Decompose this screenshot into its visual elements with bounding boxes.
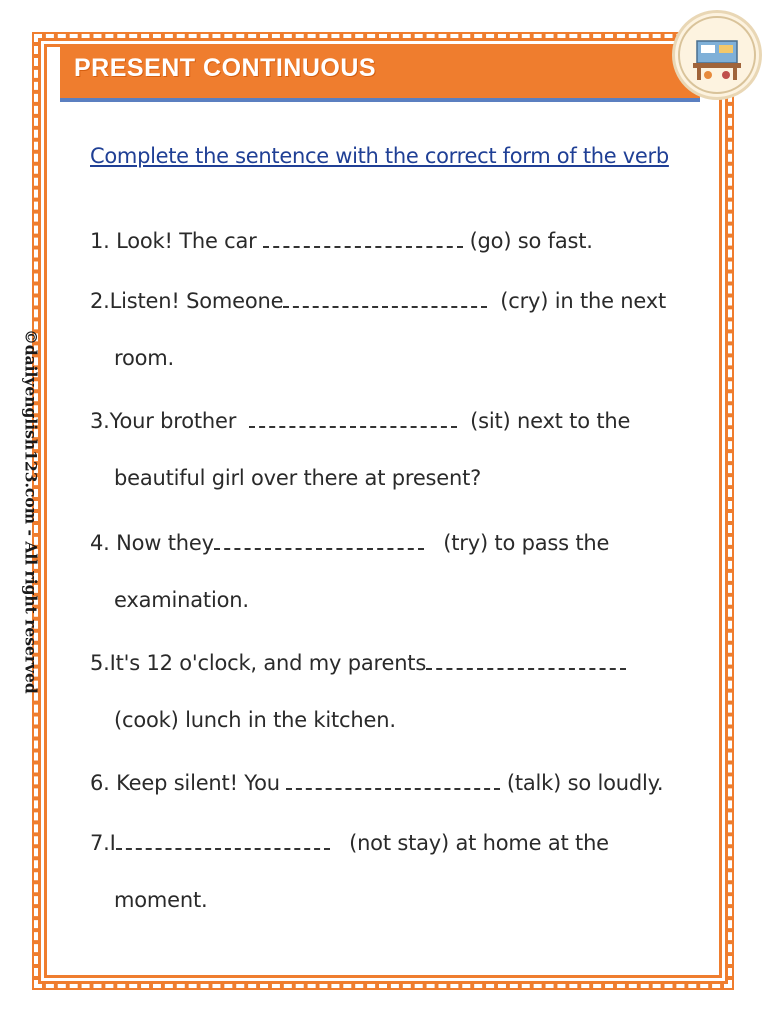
question-text-before: It's 12 o'clock, and my parents [109, 651, 427, 675]
question-text-before: Now they [116, 531, 214, 555]
question-text-after: (not stay) at home at the [349, 831, 609, 855]
question-4 [90, 528, 609, 555]
question-text-after: (try) to pass the [443, 531, 610, 555]
question-number: 2. [90, 289, 110, 313]
question-number: 7. [90, 831, 110, 855]
title-banner [60, 44, 700, 102]
question-7-continuation: moment. [114, 888, 208, 912]
question-text-after: (go) so fast. [469, 229, 593, 253]
question-text-before: Your brother [109, 409, 237, 433]
copyright-watermark [20, 282, 42, 740]
answer-blank[interactable] [263, 226, 463, 248]
question-text-before: Look! The car [116, 229, 257, 253]
answer-blank[interactable] [426, 648, 626, 670]
question-text-after: (talk) so loudly. [506, 771, 664, 795]
question-text-before: Keep silent! You [116, 771, 280, 795]
question-2 [90, 286, 666, 313]
answer-blank[interactable] [116, 828, 330, 850]
question-number: 4. [90, 531, 110, 555]
watermark-text: ©dailyenglish123.com - All right reserved [21, 328, 41, 694]
question-7 [90, 828, 609, 855]
answer-blank[interactable] [214, 528, 424, 550]
site-logo [672, 10, 762, 100]
classroom-logo-icon [675, 13, 759, 97]
question-6 [90, 768, 663, 795]
question-text-after: (sit) next to the [470, 409, 631, 433]
question-4-continuation: examination. [114, 588, 249, 612]
question-3-continuation: beautiful girl over there at present? [114, 466, 482, 490]
question-3 [90, 406, 630, 433]
question-5-continuation: (cook) lunch in the kitchen. [114, 708, 396, 732]
instruction-heading: Complete the sentence with the correct form of the verb [90, 144, 669, 168]
answer-blank[interactable] [249, 406, 457, 428]
question-text-before: I [109, 831, 116, 855]
question-text-after: (cry) in the next [500, 289, 667, 313]
page-title: PRESENT CONTINUOUS [74, 54, 377, 82]
question-5 [90, 648, 626, 675]
question-2-continuation: room. [114, 346, 175, 370]
question-number: 6. [90, 771, 110, 795]
question-text-before: Listen! Someone [109, 289, 284, 313]
question-1 [90, 226, 593, 253]
question-number: 5. [90, 651, 110, 675]
question-number: 3. [90, 409, 110, 433]
question-number: 1. [90, 229, 110, 253]
answer-blank[interactable] [286, 768, 500, 790]
answer-blank[interactable] [283, 286, 487, 308]
